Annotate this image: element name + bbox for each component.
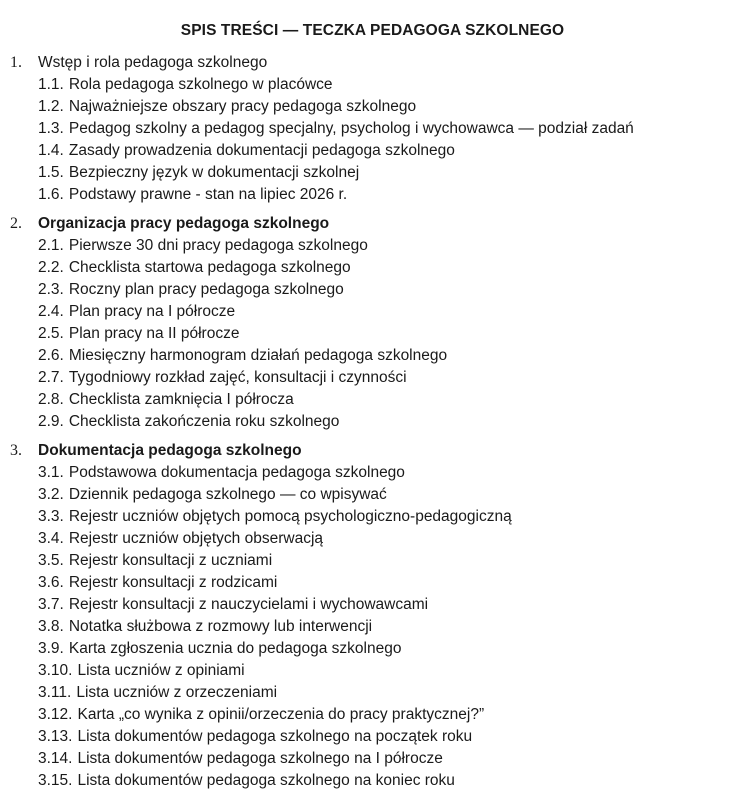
item-number: 3.9. [38,640,64,657]
item-text: Notatka służbowa z rozmowy lub interwencji [68,618,373,635]
item-text: Zasady prowadzenia dokumentacji pedagoga szkolnego [68,142,455,159]
item-text: Lista dokumentów pedagoga szkolnego na koniec roku [77,772,455,789]
item-text: Plan pracy na II półrocze [68,325,240,342]
toc-item [0,638,745,660]
item-number: 2.4. [38,303,64,320]
item-number: 3.8. [38,618,64,635]
item-number: 3.6. [38,574,64,591]
toc-item [0,140,745,162]
item-number: 1.5. [38,164,64,181]
item-number: 3.13. [38,728,73,745]
toc-item [0,726,745,748]
item-text: Podstawowa dokumentacja pedagoga szkolnego [68,464,405,481]
toc-item [0,389,745,411]
item-number: 3.14. [38,750,73,767]
item-number: 1.3. [38,120,64,137]
section-title: Dokumentacja pedagoga szkolnego [38,442,302,459]
toc-section-2 [0,212,745,433]
toc-item [0,184,745,206]
item-number: 3.11. [38,684,72,701]
item-text: Pierwsze 30 dni pracy pedagoga szkolnego [68,237,368,254]
toc-item [0,411,745,433]
item-number: 2.7. [38,369,64,386]
item-text: Checklista zamknięcia I półrocza [68,391,294,408]
section-heading [0,439,745,462]
item-number: 2.8. [38,391,64,408]
toc-item [0,301,745,323]
item-text: Checklista startowa pedagoga szkolnego [68,259,351,276]
item-text: Dziennik pedagoga szkolnego — co wpisywać [68,486,387,503]
item-text: Rejestr konsultacji z uczniami [68,552,273,569]
item-number: 1.4. [38,142,64,159]
item-text: Rola pedagoga szkolnego w placówce [68,76,333,93]
item-text: Rejestr uczniów objętych obserwacją [68,530,324,547]
item-text: Pedagog szkolny a pedagog specjalny, psycholog i wychowawca — podział zadań [68,120,634,137]
section-heading [0,51,745,74]
toc-item [0,594,745,616]
item-number: 2.1. [38,237,64,254]
item-text: Miesięczny harmonogram działań pedagoga szkolnego [68,347,448,364]
section-items [0,235,745,433]
toc-item [0,748,745,770]
toc-item [0,572,745,594]
toc-item [0,462,745,484]
toc-item [0,345,745,367]
item-text: Rejestr uczniów objętych pomocą psychologiczno-pedagogiczną [68,508,512,525]
item-text: Karta zgłoszenia ucznia do pedagoga szkolnego [68,640,402,657]
item-text: Karta „co wynika z opinii/orzeczenia do pracy praktycznej?” [77,706,485,723]
section-title: Wstęp i rola pedagoga szkolnego [38,54,268,71]
toc-item [0,770,745,792]
toc-item [0,682,745,704]
item-number: 3.7. [38,596,64,613]
item-number: 2.3. [38,281,64,298]
item-number: 1.2. [38,98,64,115]
toc-item [0,367,745,389]
item-number: 3.4. [38,530,64,547]
section-number: 1. [10,54,22,71]
toc-item [0,279,745,301]
toc-item [0,506,745,528]
section-heading [0,212,745,235]
section-items [0,462,745,792]
item-text: Lista uczniów z orzeczeniami [76,684,278,701]
toc-item [0,660,745,682]
item-number: 1.6. [38,186,64,203]
item-number: 2.2. [38,259,64,276]
section-title: Organizacja pracy pedagoga szkolnego [38,215,330,232]
item-text: Najważniejsze obszary pracy pedagoga szkolnego [68,98,417,115]
toc-item [0,616,745,638]
toc-item [0,74,745,96]
item-number: 3.5. [38,552,64,569]
item-text: Rejestr konsultacji z rodzicami [68,574,278,591]
toc-item [0,96,745,118]
toc-item [0,323,745,345]
item-number: 3.3. [38,508,64,525]
item-number: 2.6. [38,347,64,364]
item-number: 2.5. [38,325,64,342]
item-text: Rejestr konsultacji z nauczycielami i wychowawcami [68,596,429,613]
item-number: 3.1. [38,464,64,481]
toc-section-1 [0,51,745,206]
item-text: Lista uczniów z opiniami [77,662,245,679]
item-number: 3.10. [38,662,73,679]
toc-section-3 [0,439,745,792]
item-text: Podstawy prawne - stan na lipiec 2026 r. [68,186,348,203]
section-items [0,74,745,206]
toc-item [0,118,745,140]
item-number: 3.15. [38,772,73,789]
item-text: Bezpieczny język w dokumentacji szkolnej [68,164,360,181]
item-text: Plan pracy na I półrocze [68,303,236,320]
item-text: Roczny plan pracy pedagoga szkolnego [68,281,344,298]
item-number: 3.12. [38,706,73,723]
page-title: SPIS TREŚCI — TECZKA PEDAGOGA SZKOLNEGO [180,22,565,39]
toc-item [0,704,745,726]
item-text: Lista dokumentów pedagoga szkolnego na początek roku [77,728,473,745]
section-number: 3. [10,442,22,459]
toc-item [0,484,745,506]
section-number: 2. [10,215,22,232]
toc-item [0,550,745,572]
item-text: Lista dokumentów pedagoga szkolnego na I półrocze [77,750,443,767]
item-text: Tygodniowy rozkład zajęć, konsultacji i czynności [68,369,407,386]
item-number: 1.1. [38,76,64,93]
item-number: 2.9. [38,413,64,430]
toc-item [0,235,745,257]
toc-item [0,257,745,279]
item-number: 3.2. [38,486,64,503]
toc-item [0,528,745,550]
item-text: Checklista zakończenia roku szkolnego [68,413,340,430]
toc-item [0,162,745,184]
